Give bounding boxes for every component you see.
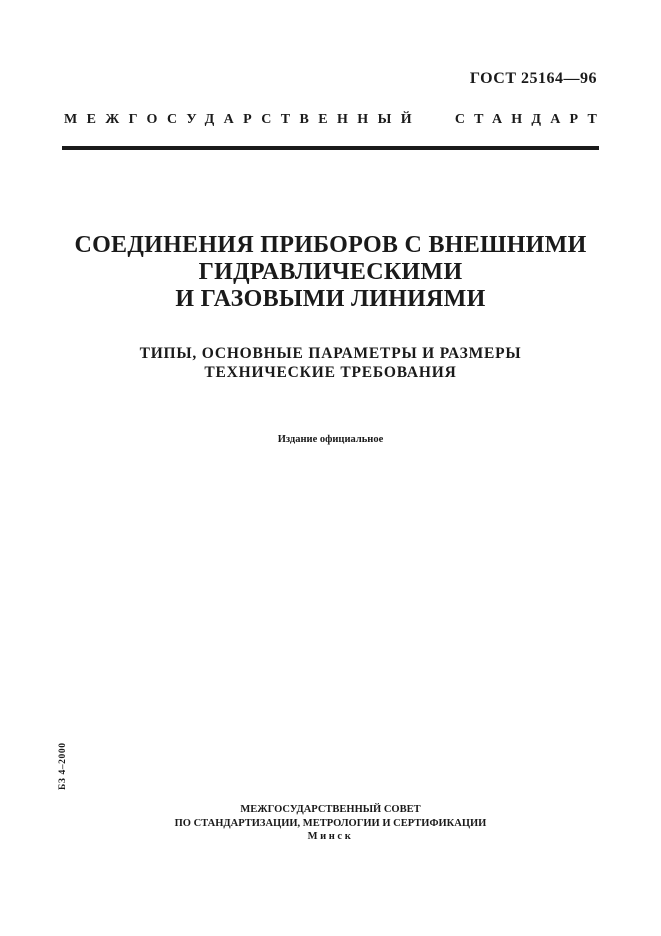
title-line: И ГАЗОВЫМИ ЛИНИЯМИ — [175, 286, 486, 312]
subtitle-line: ТЕХНИЧЕСКИЕ ТРЕБОВАНИЯ — [204, 364, 457, 381]
publisher-line: ПО СТАНДАРТИЗАЦИИ, МЕТРОЛОГИИ И СЕРТИФИКАЦИИ — [174, 817, 487, 829]
standard-type-heading — [64, 112, 606, 128]
standard-type-word-1: МЕЖГОСУДАРСТВЕННЫЙ — [64, 112, 422, 127]
document-number: ГОСТ 25164—96 — [469, 70, 597, 87]
title-line: СОЕДИНЕНИЯ ПРИБОРОВ С ВНЕШНИМИ — [74, 232, 587, 258]
title-line: ГИДРАВЛИЧЕСКИМИ — [198, 259, 463, 285]
document-subtitle — [20, 344, 641, 382]
publisher-block — [20, 803, 641, 844]
edition-note: Издание официальное — [277, 434, 384, 445]
publisher-line: МЕЖГОСУДАРСТВЕННЫЙ СОВЕТ — [240, 804, 421, 815]
standard-type-word-2: СТАНДАРТ — [454, 112, 606, 127]
publisher-city: Минск — [307, 831, 354, 842]
header-divider — [62, 146, 599, 150]
side-print-code: БЗ 4–2000 — [58, 742, 68, 790]
document-title — [20, 232, 641, 313]
subtitle-line: ТИПЫ, ОСНОВНЫЕ ПАРАМЕТРЫ И РАЗМЕРЫ — [139, 345, 522, 362]
